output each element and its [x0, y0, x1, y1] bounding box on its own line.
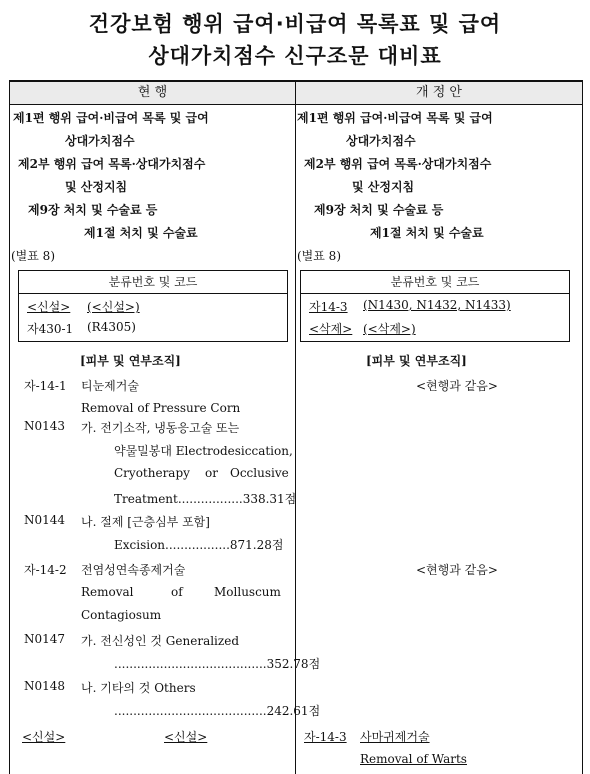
- heading-line: 상대가치점수: [65, 134, 135, 148]
- document-title-line2: 상대가치점수 신구조문 대비표: [148, 44, 442, 68]
- new-item-english: Removal of Warts: [360, 752, 467, 766]
- item-text: Occlusive: [230, 466, 289, 480]
- heading-line: 제2부 행위 급여 목록·상대가치점수: [18, 157, 206, 171]
- item-code: N0147: [24, 632, 66, 646]
- item-english: Molluscum: [214, 585, 281, 599]
- appendix-label: (별표 8): [297, 249, 341, 263]
- heading-line: 제1절 처치 및 수술료: [84, 226, 198, 240]
- item-text: 가. 전신성인 것 Generalized: [81, 634, 239, 648]
- item-code: N0143: [24, 419, 66, 433]
- item-english: Removal of Pressure Corn: [81, 401, 241, 415]
- new-item-marker: <신설>: [164, 730, 208, 744]
- heading-line: 제1절 처치 및 수술료: [370, 226, 484, 240]
- same-as-current-note: <현행과 같음>: [416, 563, 498, 577]
- section-title: [피부 및 연부조직]: [80, 354, 181, 368]
- heading-line: 및 산정지침: [65, 180, 128, 194]
- comparison-table: [9, 80, 583, 774]
- code-box: [300, 270, 570, 342]
- item-english: Removal: [81, 585, 134, 599]
- item-english: of: [171, 585, 183, 599]
- item-price: Excision.................871.28점: [114, 538, 284, 552]
- new-item-name: 사마귀제거술: [360, 730, 430, 744]
- appendix-label: (별표 8): [11, 249, 55, 263]
- code-value: 자430-1: [27, 322, 74, 336]
- document-title-line1: 건강보험 행위 급여·비급여 목록표 및 급여: [88, 12, 502, 36]
- item-price: Treatment.................338.31점: [114, 492, 297, 506]
- new-item-code: 자-14-3: [304, 730, 347, 744]
- heading-line: 제9장 처치 및 수술료 등: [28, 203, 158, 217]
- item-text: 가. 전기소작, 냉동응고술 또는: [81, 421, 240, 435]
- heading-line: 및 산정지침: [352, 180, 415, 194]
- code-box: [18, 270, 288, 342]
- item-code: N0144: [24, 513, 66, 527]
- code-box-header: 분류번호 및 코드: [301, 271, 569, 294]
- same-as-current-note: <현행과 같음>: [416, 379, 498, 393]
- item-text: or: [205, 466, 218, 480]
- item-code: N0148: [24, 679, 66, 693]
- section-title: [피부 및 연부조직]: [366, 354, 467, 368]
- heading-line: 제1편 행위 급여·비급여 목록 및 급여: [297, 111, 493, 125]
- item-text: 약물밀봉대 Electrodesiccation,: [114, 444, 293, 458]
- item-code: 자-14-1: [24, 379, 67, 393]
- heading-line: 제9장 처치 및 수술료 등: [314, 203, 444, 217]
- code-value: (<신설>): [87, 300, 140, 314]
- item-text: 나. 절제 [근층심부 포함]: [81, 515, 210, 529]
- item-name: 전염성연속종제거술: [81, 563, 186, 577]
- heading-line: 상대가치점수: [346, 134, 416, 148]
- code-value: (R4305): [87, 320, 136, 334]
- item-name: 티눈제거술: [81, 379, 139, 393]
- code-value: (N1430, N1432, N1433): [363, 298, 511, 312]
- new-item-marker: <신설>: [22, 730, 66, 744]
- code-value: <삭제>: [309, 322, 353, 336]
- code-value: (<삭제>): [363, 322, 416, 336]
- item-price: ........................................242.61점: [114, 704, 321, 718]
- heading-line: 제1편 행위 급여·비급여 목록 및 급여: [13, 111, 209, 125]
- item-text: 나. 기타의 것 Others: [81, 681, 196, 695]
- item-price: ........................................352.78점: [114, 657, 321, 671]
- code-value: <신설>: [27, 300, 71, 314]
- code-box-header: 분류번호 및 코드: [19, 271, 287, 294]
- header-current: 현 행: [10, 82, 295, 105]
- item-code: 자-14-2: [24, 563, 67, 577]
- item-text: Cryotherapy: [114, 466, 190, 480]
- heading-line: 제2부 행위 급여 목록·상대가치점수: [304, 157, 492, 171]
- item-english: Contagiosum: [81, 608, 162, 622]
- code-value: 자14-3: [309, 300, 348, 314]
- header-revised: 개 정 안: [296, 82, 582, 105]
